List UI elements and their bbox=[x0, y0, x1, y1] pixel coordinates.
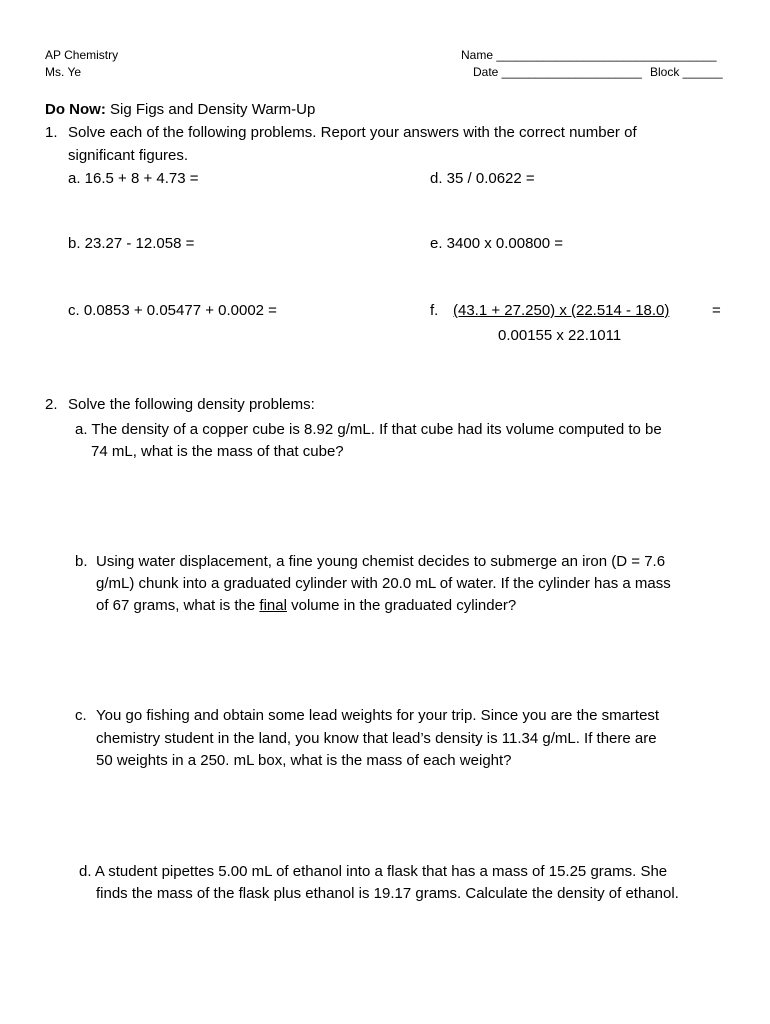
name-field-line: Name _________________________________ bbox=[461, 48, 717, 62]
q1-number: 1. bbox=[45, 124, 58, 141]
q2-c-label: c. bbox=[75, 707, 87, 724]
page-title bbox=[45, 99, 315, 121]
q1-item-b: b. 23.27 - 12.058 = bbox=[68, 235, 195, 252]
q1-item-a: a. 16.5 + 8 + 4.73 = bbox=[68, 170, 199, 187]
q1-item-f-label: f. bbox=[430, 302, 439, 319]
q1-item-c: c. 0.0853 + 0.05477 + 0.0002 = bbox=[68, 302, 277, 319]
teacher-name: Ms. Ye bbox=[45, 65, 82, 79]
q2-b-line1: Using water displacement, a fine young chemist decides to submerge an iron (D = 7.6 bbox=[96, 553, 666, 570]
q2-number: 2. bbox=[45, 396, 58, 413]
f-numerator-text: (43.1 + 27.250) x (22.514 - 18.0) bbox=[453, 302, 670, 319]
q2-b-line3-post: volume in the graduated cylinder? bbox=[286, 597, 517, 614]
q1-item-f-equals: = bbox=[712, 302, 721, 319]
course-name: AP Chemistry bbox=[45, 48, 119, 62]
date-field-line: Date _____________________ bbox=[473, 65, 642, 79]
title-label: Do Now: bbox=[45, 101, 106, 118]
q2-c-line1: You go fishing and obtain some lead weights for your trip. Since you are the smartest bbox=[96, 707, 660, 724]
q2-a-line1: a. The density of a copper cube is 8.92 g/mL. If that cube had its volume computed to be bbox=[75, 421, 662, 438]
q2-a-line2: 74 mL, what is the mass of that cube? bbox=[91, 443, 344, 460]
q2-b-line2: g/mL) chunk into a graduated cylinder with 20.0 mL of water. If the cylinder has a mass bbox=[96, 575, 671, 592]
q2-d-line2: finds the mass of the flask plus ethanol is 19.17 grams. Calculate the density of ethanol. bbox=[96, 885, 679, 902]
q2-prompt: Solve the following density problems: bbox=[68, 396, 315, 413]
q1-item-e: e. 3400 x 0.00800 = bbox=[430, 235, 564, 252]
q2-d-line1: d. A student pipettes 5.00 mL of ethanol into a flask that has a mass of 15.25 grams. She bbox=[79, 863, 668, 880]
q2-b-line3-pre: of 67 grams, what is the bbox=[96, 597, 260, 614]
q1-item-d: d. 35 / 0.0622 = bbox=[430, 170, 535, 187]
q2-b-label: b. bbox=[75, 553, 88, 570]
q2-c-line3: 50 weights in a 250. mL box, what is the mass of each weight? bbox=[96, 752, 512, 769]
q1-item-f-denominator: 0.00155 x 22.1011 bbox=[498, 327, 622, 344]
block-field-line: Block ______ bbox=[650, 65, 723, 79]
title-text: Sig Figs and Density Warm-Up bbox=[105, 101, 316, 118]
q1-prompt-line1: Solve each of the following problems. Report your answers with the correct number of bbox=[68, 124, 637, 141]
q2-b-line3-underlined: final bbox=[259, 597, 287, 614]
q1-item-f-numerator bbox=[453, 300, 669, 322]
q1-prompt-line2: significant figures. bbox=[68, 147, 189, 164]
q2-c-line2: chemistry student in the land, you know that lead’s density is 11.34 g/mL. If there are bbox=[96, 730, 657, 747]
q2-b-line3 bbox=[96, 595, 516, 617]
